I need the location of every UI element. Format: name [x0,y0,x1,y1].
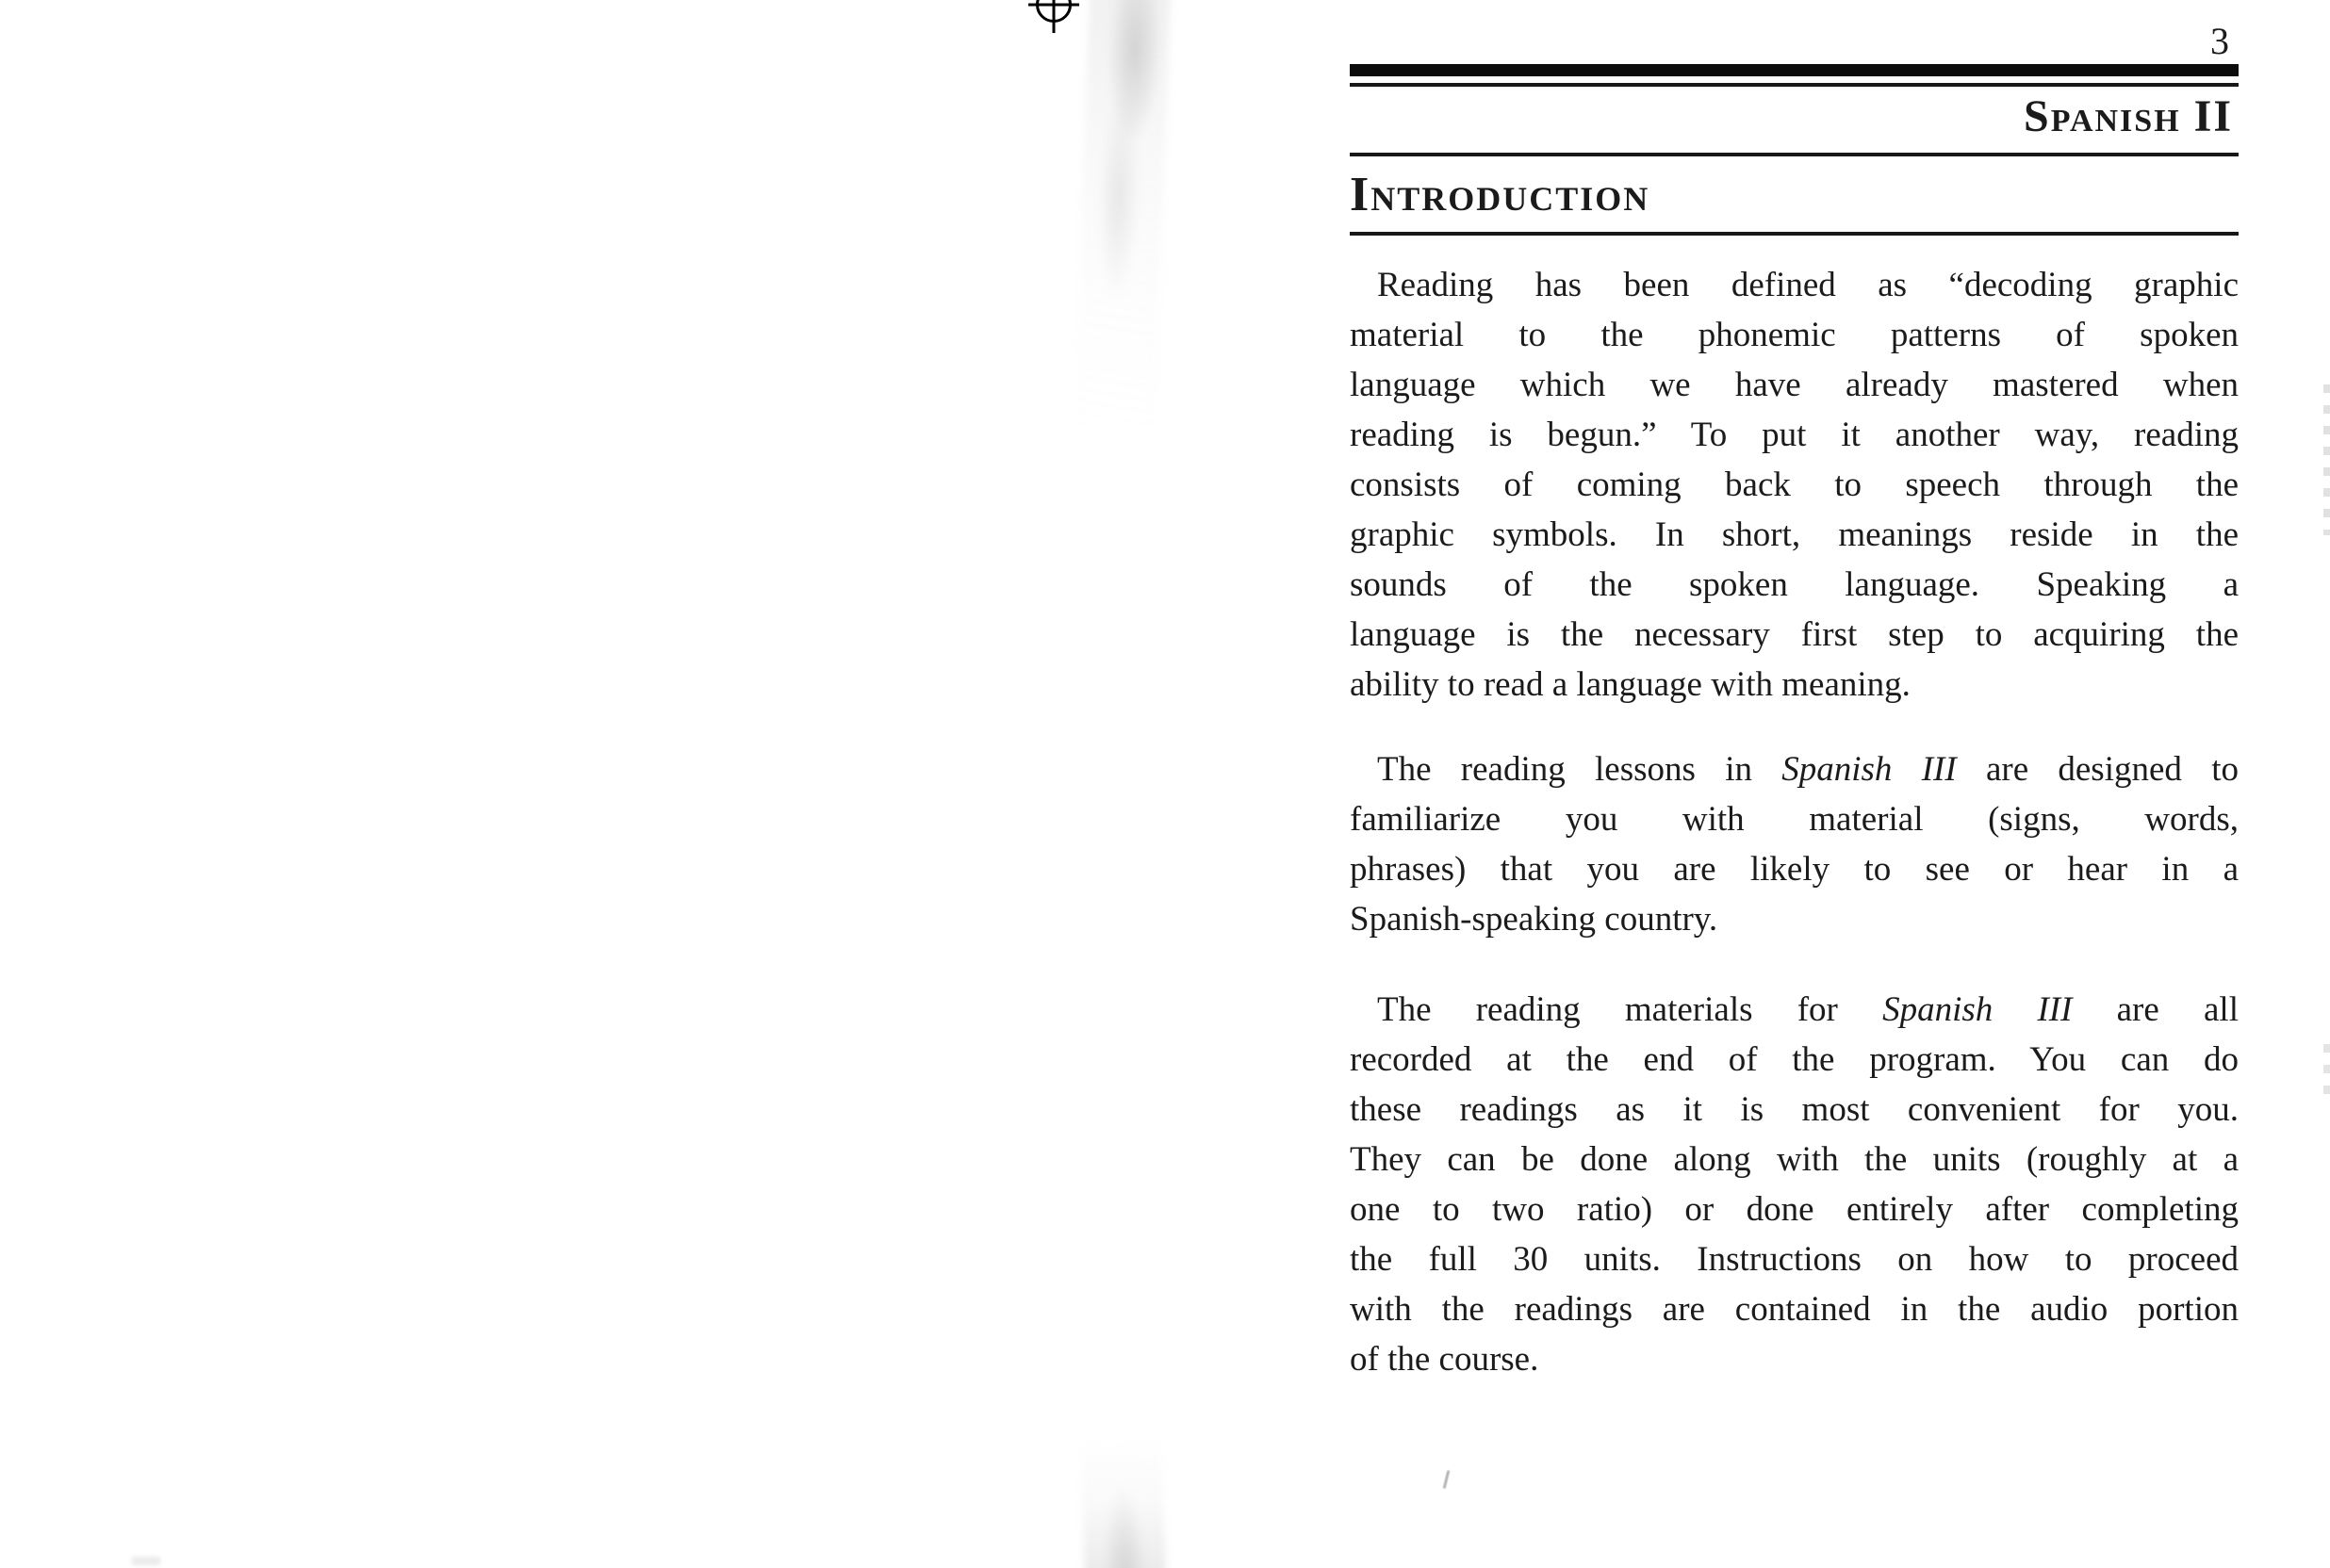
text-line: Spanish-speaking country. [1350,900,1718,939]
paragraph-3 [1350,985,2239,1384]
registration-mark-icon [1025,0,1083,36]
text-line: with the readings are contained in the audio portion [1350,1290,2239,1329]
scan-smudge-bottom [1079,1409,1166,1568]
text-line: familiarize you with material (signs, words, [1350,800,2239,839]
page-number: 3 [2210,20,2229,62]
text-line: consists of coming back to speech through the [1350,466,2239,504]
text-line: of the course. [1350,1340,1539,1379]
scan-edge-marks-lower [2323,1044,2330,1106]
text-line: language is the necessary first step to acquiring the [1350,615,2239,654]
text-line: phrases) that you are likely to see or hear in a [1350,850,2239,889]
text-line: The reading lessons in Spanish III are designed to [1377,750,2239,789]
text-line: reading is begun.” To put it another way, reading [1350,416,2239,454]
text-line: Reading has been defined as “decoding graphic [1377,266,2239,304]
text-line: one to two ratio) or done entirely after completing [1350,1190,2239,1229]
text-line: these readings as it is most convenient for you. [1350,1090,2239,1129]
text-line: material to the phonemic patterns of spoken [1350,316,2239,354]
header-rule-thick [1350,64,2239,76]
text-line: They can be done along with the units (roughly at a [1350,1140,2239,1179]
section-title: Introduction [1350,168,1650,221]
scan-edge-marks-upper [2323,384,2330,535]
paragraph-1 [1350,260,2239,710]
scan-smudge-top [1071,0,1172,547]
paragraph-2 [1350,744,2239,944]
text-column [1350,0,2239,1384]
text-line: The reading materials for Spanish III are all [1377,990,2239,1029]
text-line: language which we have already mastered when [1350,366,2239,404]
text-line: ability to read a language with meaning. [1350,665,1911,704]
section-title-rule [1350,232,2239,236]
body-text [1350,260,2239,1384]
course-title: Spanish II [2024,91,2233,141]
course-title-rule [1350,153,2239,156]
scan-stray-mark [1443,1470,1451,1489]
scan-corner-smudge [132,1557,160,1565]
text-line: graphic symbols. In short, meanings reside in the [1350,515,2239,554]
text-line: sounds of the spoken language. Speaking a [1350,565,2239,604]
text-line: recorded at the end of the program. You can do [1350,1040,2239,1079]
text-line: the full 30 units. Instructions on how to proceed [1350,1240,2239,1279]
header-rule-thin [1350,83,2239,87]
